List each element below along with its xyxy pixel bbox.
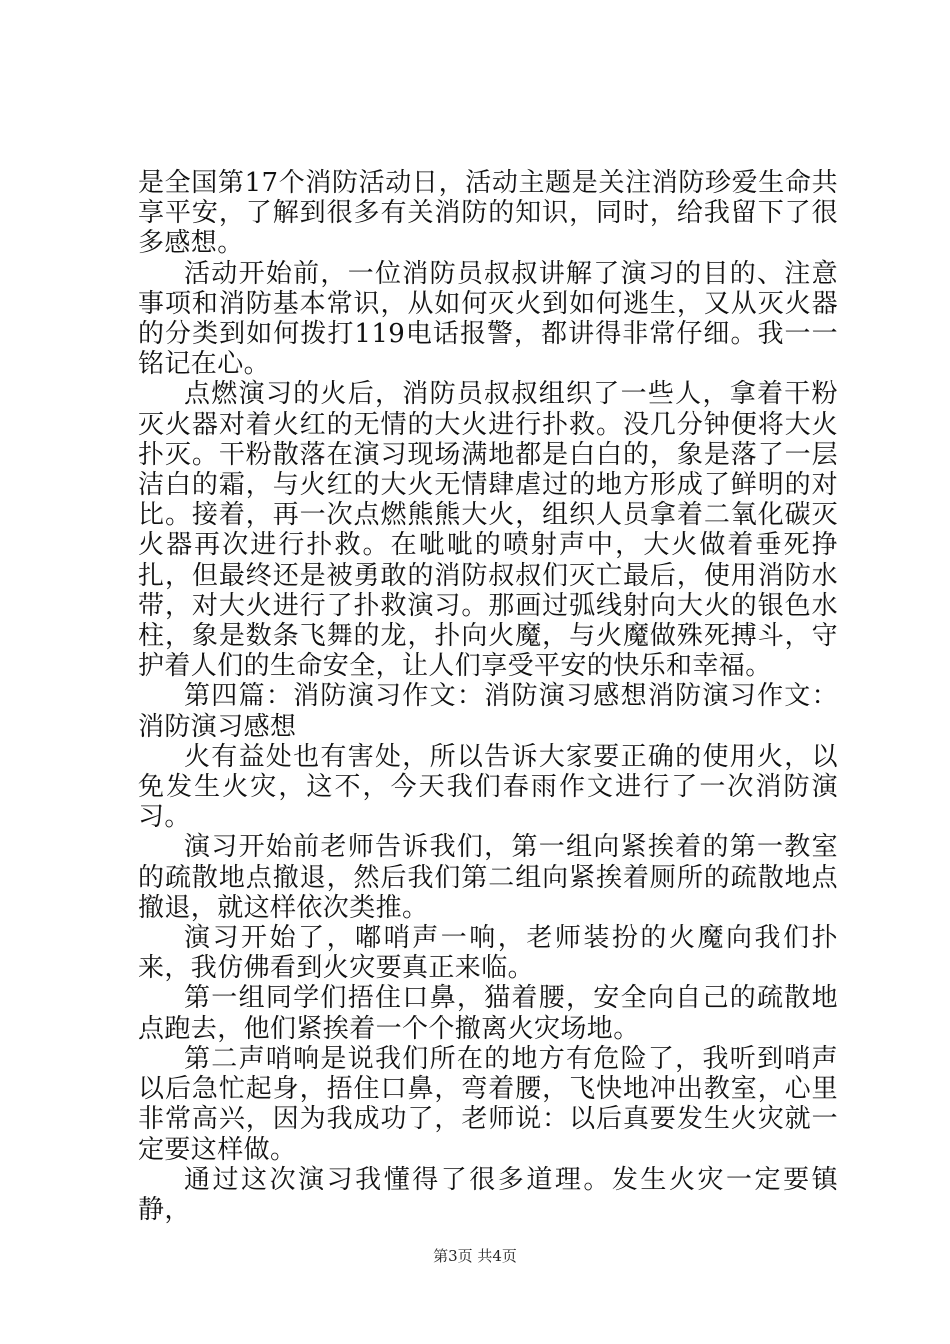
section-heading: 第四篇：消防演习作文：消防演习感想消防演习作文：消防演习感想 [138,681,838,742]
paragraph-8: 第一组同学们捂住口鼻，猫着腰，安全向自己的疏散地点跑去，他们紧挨着一个个撤离火灾场地。 [138,983,838,1044]
paragraph-7: 演习开始了，嘟哨声一响，老师装扮的火魔向我们扑来，我仿佛看到火灾要真正来临。 [138,923,838,984]
paragraph-2: 活动开始前，一位消防员叔叔讲解了演习的目的、注意事项和消防基本常识，从如何灭火到如何逃生，又从灭火器的分类到如何拨打119电话报警，都讲得非常仔细。我一一铭记在心。 [138,258,838,380]
paragraph-10: 通过这次演习我懂得了很多道理。发生火灾一定要镇静， [138,1164,838,1225]
paragraph-1: 是全国第17个消防活动日，活动主题是关注消防珍爱生命共享平安，了解到很多有关消防的知识，同时，给我留下了很多感想。 [138,168,838,259]
paragraph-5: 火有益处也有害处，所以告诉大家要正确的使用火，以免发生火灾，这不，今天我们春雨作文进行了一次消防演习。 [138,741,838,833]
paragraph-9: 第二声哨响是说我们所在的地方有危险了，我听到哨声以后急忙起身，捂住口鼻，弯着腰，飞快地冲出教室，心里非常高兴，因为我成功了，老师说：以后真要发生火灾就一定要这样做。 [138,1043,838,1165]
paragraph-3: 点燃演习的火后，消防员叔叔组织了一些人，拿着干粉灭火器对着火红的无情的大火进行扑救。没几分钟便将大火扑灭。干粉散落在演习现场满地都是白白的，象是落了一层洁白的霜，与火红的大火无情肆虐过的地方形成了鲜明的对比。接着，再一次点燃熊熊大火，组织人员拿着二氧化碳灭火器再次进行扑救。在呲呲的喷射声中，大火做着垂死挣扎，但最终还是被勇敢的消防叔叔们灭亡最后，使用消防水带，对大火进行了扑救演习。那画过弧线射向大火的银色水柱，象是数条飞舞的龙，扑向火魔，与火魔做殊死搏斗，守护着人们的生命安全，让人们享受平安的快乐和幸福。 [138,379,838,682]
page-footer: 第3页 共4页 [433,1247,517,1265]
paragraph-6: 演习开始前老师告诉我们，第一组向紧挨着的第一教室的疏散地点撤退，然后我们第二组向紧挨着厕所的疏散地点撤退，就这样依次类推。 [138,832,838,923]
document-body [138,168,838,1225]
